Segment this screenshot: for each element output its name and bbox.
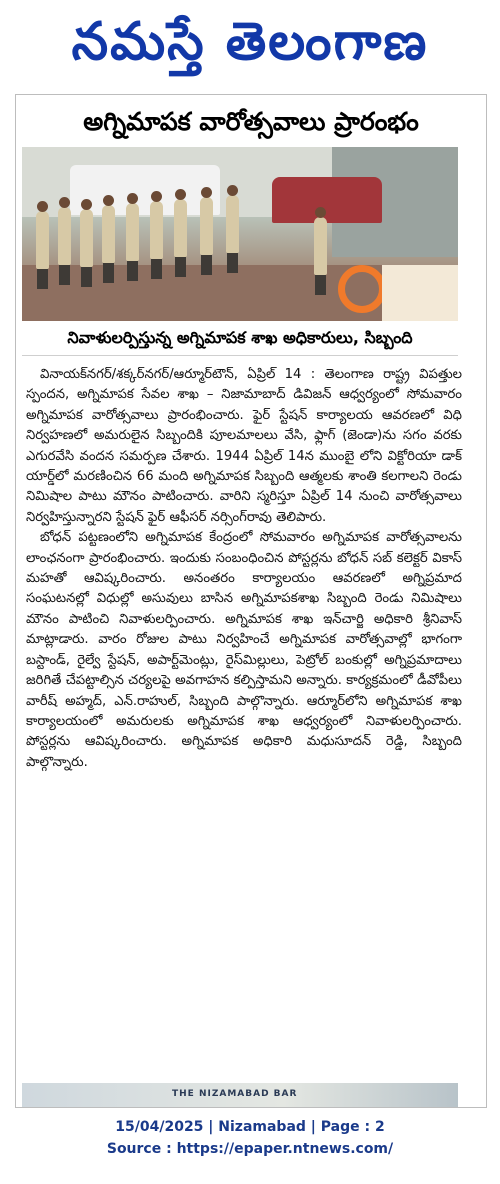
photo-officer	[58, 207, 71, 265]
photo-officer	[200, 197, 213, 255]
page-footer	[0, 1116, 500, 1160]
photo-officer	[102, 205, 115, 263]
source-line[interactable]: Source : https://epaper.ntnews.com/	[106, 1141, 394, 1157]
next-photo-strip	[22, 1083, 458, 1107]
article-body	[26, 365, 462, 773]
photo-officer	[126, 203, 139, 261]
article-clipping	[15, 94, 487, 1108]
article-headline: అగ్నిమాపక వారోత్సవాలు ప్రారంభం	[83, 107, 419, 136]
photo-lifebuoy	[338, 265, 386, 313]
photo-ambulance	[70, 165, 220, 215]
article-paragraph: బోధన్ పట్టణంలోని అగ్నిమాపక కేంద్రంలో సోమవారం అగ్నిమాపక వారోత్సవాలను లాంఛనంగా ప్రారంభించారు. ఇందుకు సంబంధించిన పోస్టర్లను బోధన్ సబ్ కలెక్టర్ వికాస్ మహతో ఆవిష్కరించారు. అనంతరం కార్యాలయం ఆవరణలో అగ్నిప్రమాద సంఘటనల్లో విధుల్లో అసువులు బాసిన అగ్నిమాపకశాఖ సిబ్బంది రెండు నిమిషాలు మౌనం పాటించి నివాళులర్పించారు. అగ్నిమాపక శాఖ ఇన్‌చార్జి అధికారి శ్రీనివాస్ మాట్లాడారు. వారం రోజుల పాటు నిర్వహించే అగ్నిమాపక వారోత్సవాల్లో భాగంగా బస్టాండ్, రైల్వే స్టేషన్, అపార్ట్‌మెంట్లు, రైస్‌మిల్లులు, పెట్రోల్ బంకుల్లో అగ్నిప్రమాదాలు జరిగితే చేపట్టాల్సిన చర్యలపై అవగాహన కల్పిస్తామని అన్నారు. కార్యక్రమంలో డీవోపీలు వారీష్ అహ్మద్, ఎన్.రాహుల్, సిబ్బంది పాల్గొన్నారు. ఆర్మూర్‌లోని అగ్నిమాపక శాఖ కార్యాలయంలో అమరులకు అగ్నిమాపక శాఖ ఆధ్వర్యంలో నివాళులర్పించారు. పోస్టర్లను ఆవిష్కరించారు. అగ్నిమాపక అధికారి మధుసూదన్ రెడ్డి, సిబ్బంది పాల్గొన్నారు.	[26, 530, 462, 770]
strip-sign-text: THE NIZAMABAD BAR	[172, 1089, 298, 1099]
photo-officer	[150, 201, 163, 259]
photo-saluting-officer	[314, 217, 327, 275]
edition-line: 15/04/2025 | Nizamabad | Page : 2	[115, 1119, 385, 1135]
photo-officer	[174, 199, 187, 257]
photo-tribute-table	[382, 265, 458, 321]
newspaper-masthead: నమస్తే తెలంగాణ	[71, 12, 429, 72]
photo-officer	[36, 211, 49, 269]
article-paragraph: వినాయక్‌నగర్/శక్కర్‌నగర్/ఆర్మూర్‌టౌన్, ఏప్రిల్ 14 : తెలంగాణ రాష్ట్ర విపత్తుల స్పందన, అగ్నిమాపక సేవల శాఖ – నిజామాబాద్ డివిజన్ ఆధ్వర్యంలో సోమవారం అగ్నిమాపక వారోత్సవాలు ప్రారంభించారు. ఫైర్ స్టేషన్ కార్యాలయ ఆవరణలో విధి నిర్వహణలో అమరులైన సిబ్బందికి పూలమాలలు వేసి, ఫ్లాగ్ (జెండా)ను సగం వరకు ఎగురవేసి వందన సమర్పణ చేశారు. 1944 ఏప్రిల్ 14న ముంబై లోని విక్టోరియా డాక్ యార్డ్‌లో మరణించిన 66 మంది అగ్నిమాపక సిబ్బంది ఆత్మలకు శాంతి కలగాలని రెండు నిమిషాల పాటు మౌనం పాటించారు. వారిని స్మరిస్తూ ఏప్రిల్ 14 నుంచి వారోత్సవాలు నిర్వహిస్తున్నారని స్టేషన్ ఫైర్ ఆఫీసర్ నర్సింగ్‌రావు తెలిపారు.	[26, 367, 462, 525]
photo-officer	[226, 195, 239, 253]
photo-red-vehicle	[272, 177, 382, 223]
photo-officer	[80, 209, 93, 267]
photo-caption: నివాళులర్పిస్తున్న అగ్నిమాపక శాఖ అధికారులు, సిబ్బంది	[22, 321, 458, 356]
article-photo	[22, 147, 458, 321]
